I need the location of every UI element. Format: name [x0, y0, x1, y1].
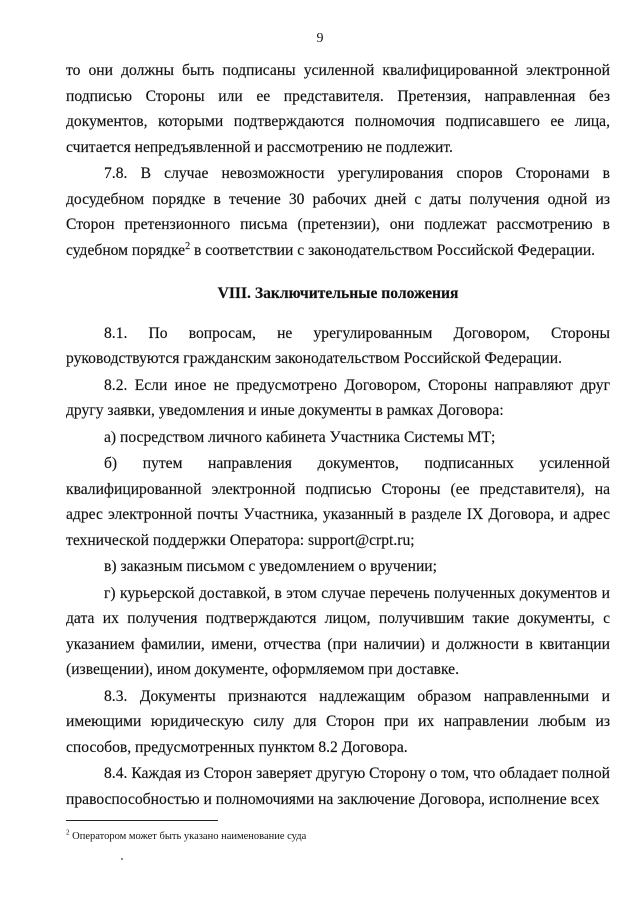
paragraph-8-2: 8.2. Если иное не предусмотрено Договором, Стороны направляют друг другу заявки, уведомления и иные документы в рамках Договора: [66, 376, 610, 419]
paragraph-claim-continuation: то они должны быть подписаны усиленной квалифицированной электронной подписью Стороны или ее представителя. Претензия, направленная без документов, которыми подтверждаются полномочия подписавшего ее лица, считается непредъявленной и рассмотрению не подлежит. [66, 62, 610, 156]
paragraph-7-8 [66, 161, 610, 263]
paragraph-8-2-a: а) посредством личного кабинета Участника Системы МТ; [104, 428, 496, 446]
scan-speck [121, 858, 123, 860]
body-text-section-8 [66, 266, 610, 813]
paragraph-8-4: 8.4. Каждая из Сторон заверяет другую Сторону о том, что обладает полной правоспособностью и полномочиями на заключение Договора, исполнение всех [66, 765, 610, 808]
body-text-top [66, 58, 610, 264]
footnote-marker: 2 [66, 828, 70, 837]
page-number: 9 [316, 31, 324, 46]
paragraph-7-8-text: 7.8. В случае невозможности урегулирования споров Сторонами в досудебном порядке в течение 30 рабочих дней с даты получения одной из Сторон претензионного письма (претензии), они подлежат рассмотрению в судебном порядке [66, 165, 610, 259]
paragraph-8-2-d: г) курьерской доставкой, в этом случае перечень полученных документов и дата их получения подтверждаются лицом, получившим такие документы, с указанием фамилии, имени, отчества (при наличии) и должности в квитанции (извещении), ином документе, оформляемом при доставке. [66, 584, 610, 678]
footnote-text: Оператором может быть указано наименование суда [69, 831, 307, 842]
paragraph-8-1: 8.1. По вопросам, не урегулированным Договором, Стороны руководствуются гражданским законодательством Российской Федерации. [66, 324, 610, 367]
paragraph-8-2-b: б) путем направления документов, подписанных усиленной квалифицированной электронной подписью Стороны (ее представителя), на адрес электронной почты Участника, указанный в разделе IX Договора, и адрес технической поддержки Оператора: support@crpt.ru; [66, 455, 610, 549]
footnote-separator [66, 820, 218, 821]
paragraph-7-8-text-end: в соответствии с законодательством Российской Федерации. [190, 241, 596, 259]
section-heading: VIII. Заключительные положения [217, 285, 459, 302]
paragraph-8-3: 8.3. Документы признаются надлежащим образом направленными и имеющими юридическую силу для Сторон при их направлении любым из способов, предусмотренных пунктом 8.2 Договора. [66, 687, 610, 756]
paragraph-8-2-c: в) заказным письмом с уведомлением о вручении; [104, 558, 437, 575]
footnote-reference: 2 [185, 240, 191, 252]
footnote [66, 830, 610, 843]
